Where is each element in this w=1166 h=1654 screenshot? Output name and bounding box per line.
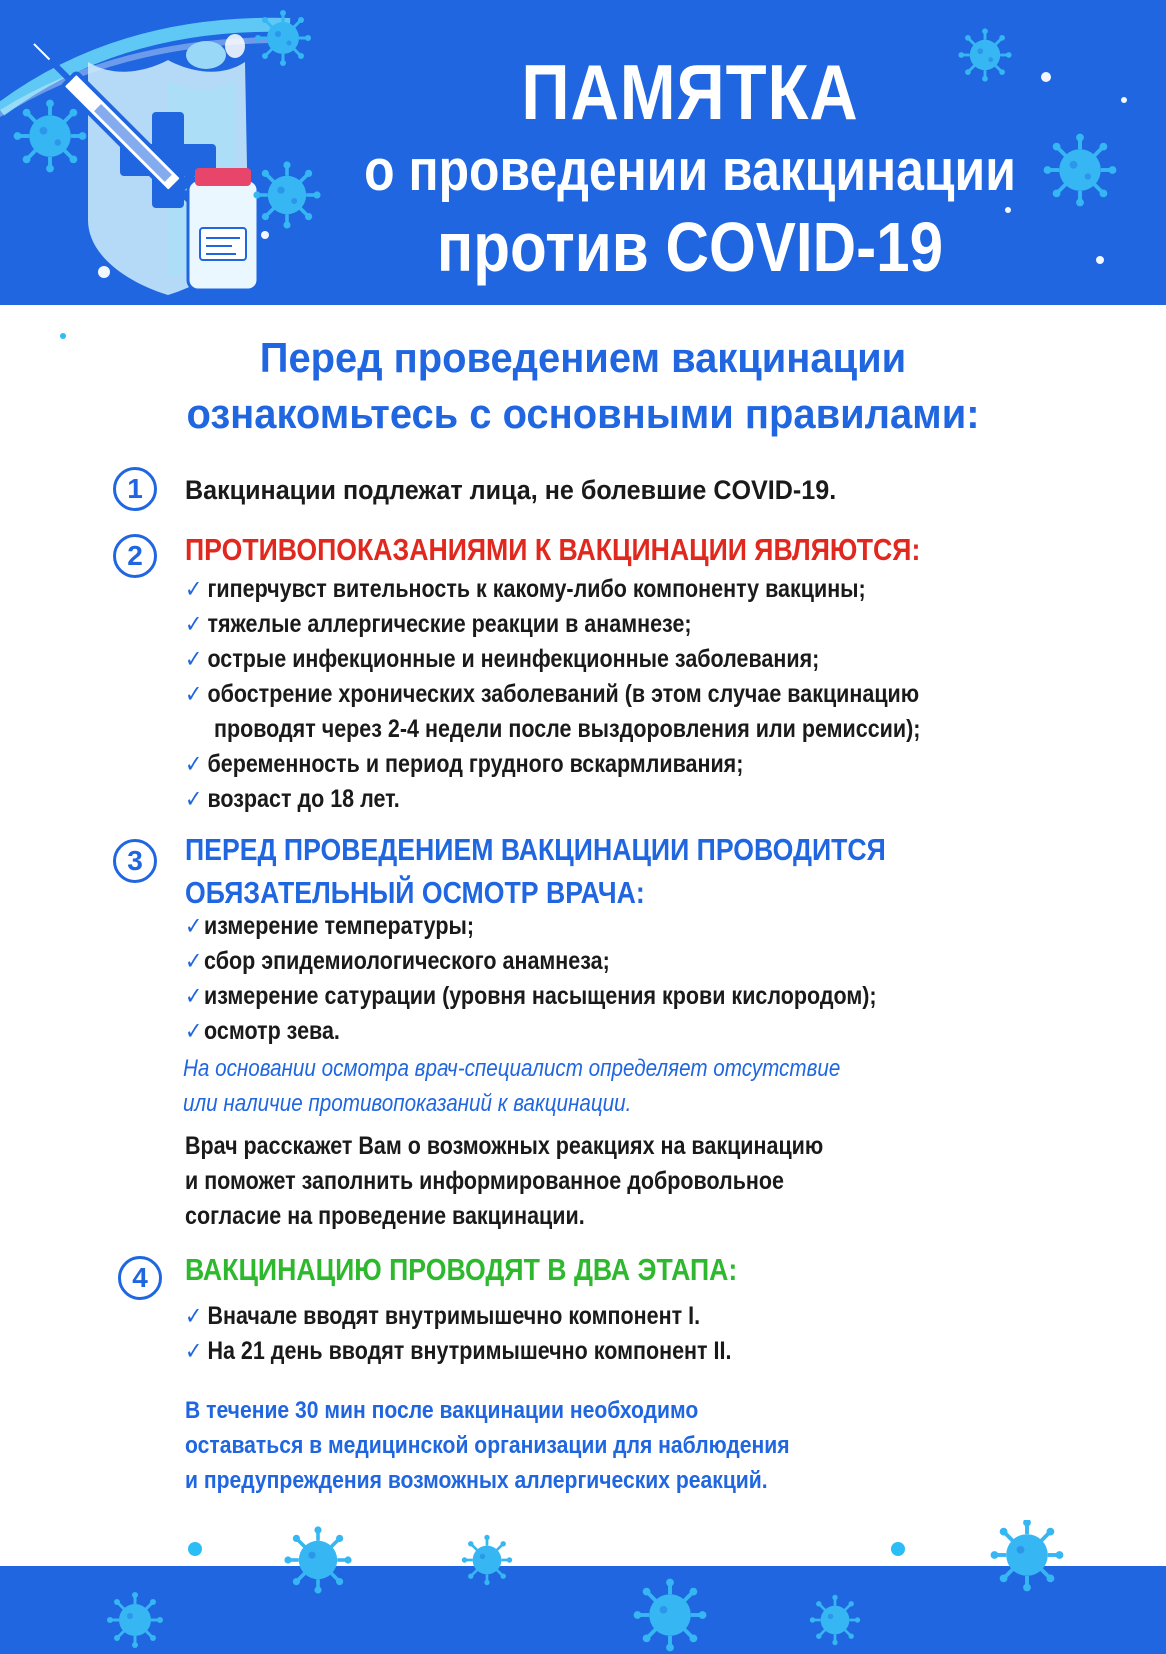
section-3-info [185,1167,882,1196]
closing-text [185,1432,872,1460]
section-2-heading-row [185,532,1040,568]
title-subtitle-line1: о проведении вакцинации [364,138,1016,203]
check-icon: ✓ [185,786,203,813]
list-item [185,947,679,976]
closing-text [185,1467,847,1495]
list-item [185,1337,820,1366]
virus-icon [0,1520,1166,1654]
check-icon: ✓ [185,611,203,638]
note-line1: На основании осмотра врач-специалист определяет отсутствие [183,1055,841,1082]
check-icon: ✓ [185,1303,203,1330]
list-item [185,575,977,604]
check-icon: ✓ [185,1338,203,1365]
intro-heading [60,330,1106,442]
closing-text [185,1397,768,1425]
note-line2: или наличие противопоказаний к вакцинации. [183,1090,632,1117]
list-item [185,750,834,779]
section-1-text [185,475,885,506]
list-item-text: осмотр зева. [204,1017,340,1045]
list-item [185,912,521,941]
check-icon: ✓ [185,1018,203,1045]
list-item [185,785,435,814]
section-number-4: 4 [118,1256,162,1300]
list-item [185,1017,365,1046]
list-item-text: обострение хронических заболеваний (в этом случае вакцинацию [207,680,920,708]
closing-line2: оставаться в медицинской организации для наблюдения [185,1432,790,1459]
check-icon: ✓ [185,646,203,673]
section-3-heading-line2: ОБЯЗАТЕЛЬНЫЙ ОСМОТР ВРАЧА: [185,875,645,910]
info-line2: и поможет заполнить информированное добровольное [185,1167,785,1195]
list-item-text: проводят через 2-4 недели после выздоровления или ремиссии); [214,715,921,743]
list-item [185,1302,784,1331]
check-icon: ✓ [185,948,203,975]
list-item [185,982,989,1011]
section-4-heading-row [185,1252,827,1288]
check-icon: ✓ [185,913,203,940]
section-3-note [183,1090,704,1118]
list-item-text: измерение сатурации (уровня насыщения крови кислородом); [204,982,877,1010]
section-2-heading: ПРОТИВОПОКАЗАНИЯМИ К ВАКЦИНАЦИИ ЯВЛЯЮТСЯ: [185,532,921,567]
check-icon: ✓ [185,576,203,603]
list-item-text: возраст до 18 лет. [207,785,400,813]
list-item-text: На 21 день вводят внутримышечно компонент II. [207,1337,732,1365]
info-line3: согласие на проведение вакцинации. [185,1202,585,1230]
section-number-3: 3 [113,839,157,883]
check-icon: ✓ [185,681,203,708]
list-item [185,610,774,639]
section-3-info [185,1202,650,1231]
list-item-text: Вначале вводят внутримышечно компонент I. [207,1302,701,1330]
check-icon: ✓ [185,751,203,778]
closing-line1: В течение 30 мин после вакцинации необходимо [185,1397,699,1424]
section-3-heading-row [185,875,720,911]
intro-line2: ознакомьтесь с основными правилами: [186,390,980,437]
page-title [300,48,1080,288]
title-main: ПАМЯТКА [521,48,859,136]
list-item-text: гиперчувст вительность к какому-либо компоненту вакцины; [207,575,866,603]
list-item [185,680,1039,709]
section-4-heading: ВАКЦИНАЦИЮ ПРОВОДЯТ В ДВА ЭТАПА: [185,1252,738,1287]
list-item-text: острые инфекционные и неинфекционные заболевания; [207,645,820,673]
list-item [185,645,923,674]
title-subtitle-line2: против COVID-19 [436,208,944,286]
list-item-continuation [214,715,1035,744]
section-number-2: 2 [113,534,157,578]
section-number-1: 1 [113,467,157,511]
header-banner [0,0,1166,305]
info-line1: Врач расскажет Вам о возможных реакциях на вакцинацию [185,1132,824,1160]
intro-line1: Перед проведением вакцинации [259,334,907,381]
list-item-text: беременность и период грудного вскармливания; [207,750,744,778]
list-item-text: сбор эпидемиологического анамнеза; [204,947,610,975]
list-item-text: тяжелые аллергические реакции в анамнезе; [207,610,692,638]
section-3-heading-row [185,832,1000,868]
section-3-info [185,1132,927,1161]
section-3-note [183,1055,947,1083]
check-icon: ✓ [185,983,203,1010]
closing-line3: и предупреждения возможных аллергических реакций. [185,1467,768,1494]
list-item-text: измерение температуры; [204,912,475,940]
section-1-heading: Вакцинации подлежат лица, не болевшие COVID-19. [185,475,837,505]
section-3-heading-line1: ПЕРЕД ПРОВЕДЕНИЕМ ВАКЦИНАЦИИ ПРОВОДИТСЯ [185,832,886,867]
